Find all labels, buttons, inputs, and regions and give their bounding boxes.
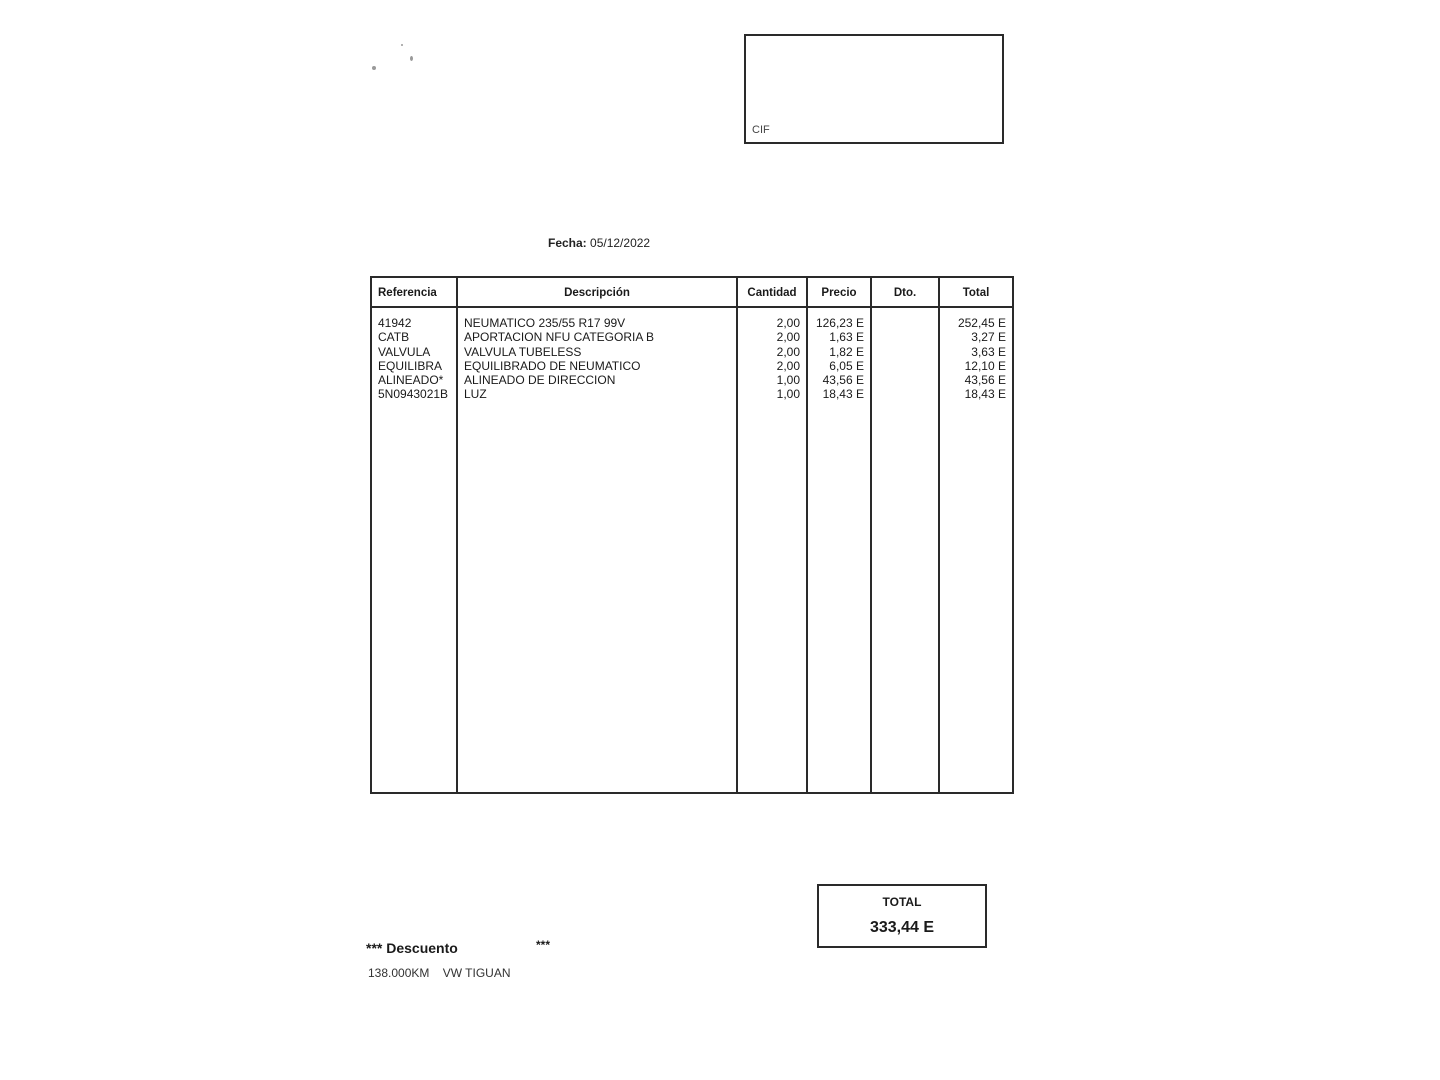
- table-cell: ALINEADO*: [378, 373, 444, 388]
- header-descripcion: Descripción: [458, 278, 736, 308]
- vehicle-model: VW TIGUAN: [442, 966, 511, 980]
- scan-speck: [410, 56, 413, 61]
- header-dto: Dto.: [872, 278, 938, 308]
- col-dto: [872, 278, 940, 792]
- table-cell: 6,05 E: [829, 358, 864, 373]
- invoice-date: [548, 236, 650, 250]
- table-cell: 252,45 E: [957, 316, 1006, 330]
- table-cell: 3,63 E: [971, 344, 1006, 359]
- col-precio: [808, 278, 872, 792]
- table-cell: 2,00: [776, 344, 800, 359]
- table-cell: 1,63 E: [829, 330, 864, 345]
- table-cell: [878, 373, 932, 387]
- table-cell: EQUILIBRADO DE NEUMATICO: [464, 358, 641, 373]
- table-cell: VALVULA TUBELESS: [464, 344, 582, 359]
- table-cell: 3,27 E: [971, 330, 1006, 345]
- table-cell: 43,56 E: [822, 373, 864, 388]
- table-cell: [878, 316, 932, 330]
- discount-label: *** Descuento: [366, 940, 458, 956]
- referencia-cells: [372, 308, 456, 402]
- date-value: 05/12/2022: [590, 236, 651, 250]
- table-cell: [878, 330, 932, 344]
- table-cell: 2,00: [776, 358, 800, 373]
- dto-cells: [872, 308, 938, 402]
- header-precio: Precio: [808, 278, 870, 308]
- grand-total-box: [817, 884, 987, 948]
- col-cantidad: [738, 278, 808, 792]
- table-cell: 41942: [378, 316, 412, 330]
- table-cell: 2,00: [776, 316, 800, 330]
- table-cell: [878, 387, 932, 401]
- table-cell: 1,82 E: [829, 344, 864, 359]
- col-total: [940, 278, 1012, 792]
- table-cell: EQUILIBRA: [378, 358, 443, 373]
- table-cell: CATB: [378, 330, 410, 345]
- scan-speck: [372, 66, 376, 70]
- mileage: 138.000KM: [368, 966, 430, 980]
- header-total: Total: [940, 278, 1012, 308]
- table-cell: 126,23 E: [815, 316, 864, 330]
- grand-total-amount: 333,44 E: [869, 919, 935, 936]
- vehicle-note: [368, 966, 521, 980]
- table-cell: 2,00: [776, 330, 800, 345]
- discount-stars: ***: [536, 938, 551, 952]
- table-cell: 1,00: [776, 387, 800, 402]
- cif-label: CIF: [752, 124, 770, 136]
- scan-speck: [401, 44, 403, 46]
- table-cell: LUZ: [464, 387, 487, 402]
- col-descripcion: [458, 278, 738, 792]
- table-cell: 18,43 E: [822, 387, 864, 402]
- header-referencia: Referencia: [372, 278, 456, 308]
- table-cell: [878, 359, 932, 373]
- table-cell: [878, 345, 932, 359]
- table-cell: VALVULA: [378, 344, 431, 359]
- table-cell: 43,56 E: [964, 373, 1006, 388]
- table-cell: ALINEADO DE DIRECCION: [464, 373, 616, 388]
- col-referencia: [372, 278, 458, 792]
- client-address-box: [744, 34, 1004, 144]
- table-cell: APORTACION NFU CATEGORIA B: [464, 330, 655, 345]
- table-cell: NEUMATICO 235/55 R17 99V: [464, 316, 626, 330]
- grand-total-label: TOTAL: [882, 895, 922, 909]
- table-cell: 5N0943021B: [378, 387, 449, 402]
- table-cell: 12,10 E: [964, 358, 1006, 373]
- total-cells: [940, 308, 1012, 402]
- descripcion-cells: [458, 308, 736, 402]
- table-cell: 18,43 E: [964, 387, 1006, 402]
- table-cell: 1,00: [776, 373, 800, 388]
- date-label: Fecha:: [548, 236, 587, 250]
- precio-cells: [808, 308, 870, 402]
- cantidad-cells: [738, 308, 806, 402]
- header-cantidad: Cantidad: [738, 278, 806, 308]
- invoice-table: [370, 276, 1014, 794]
